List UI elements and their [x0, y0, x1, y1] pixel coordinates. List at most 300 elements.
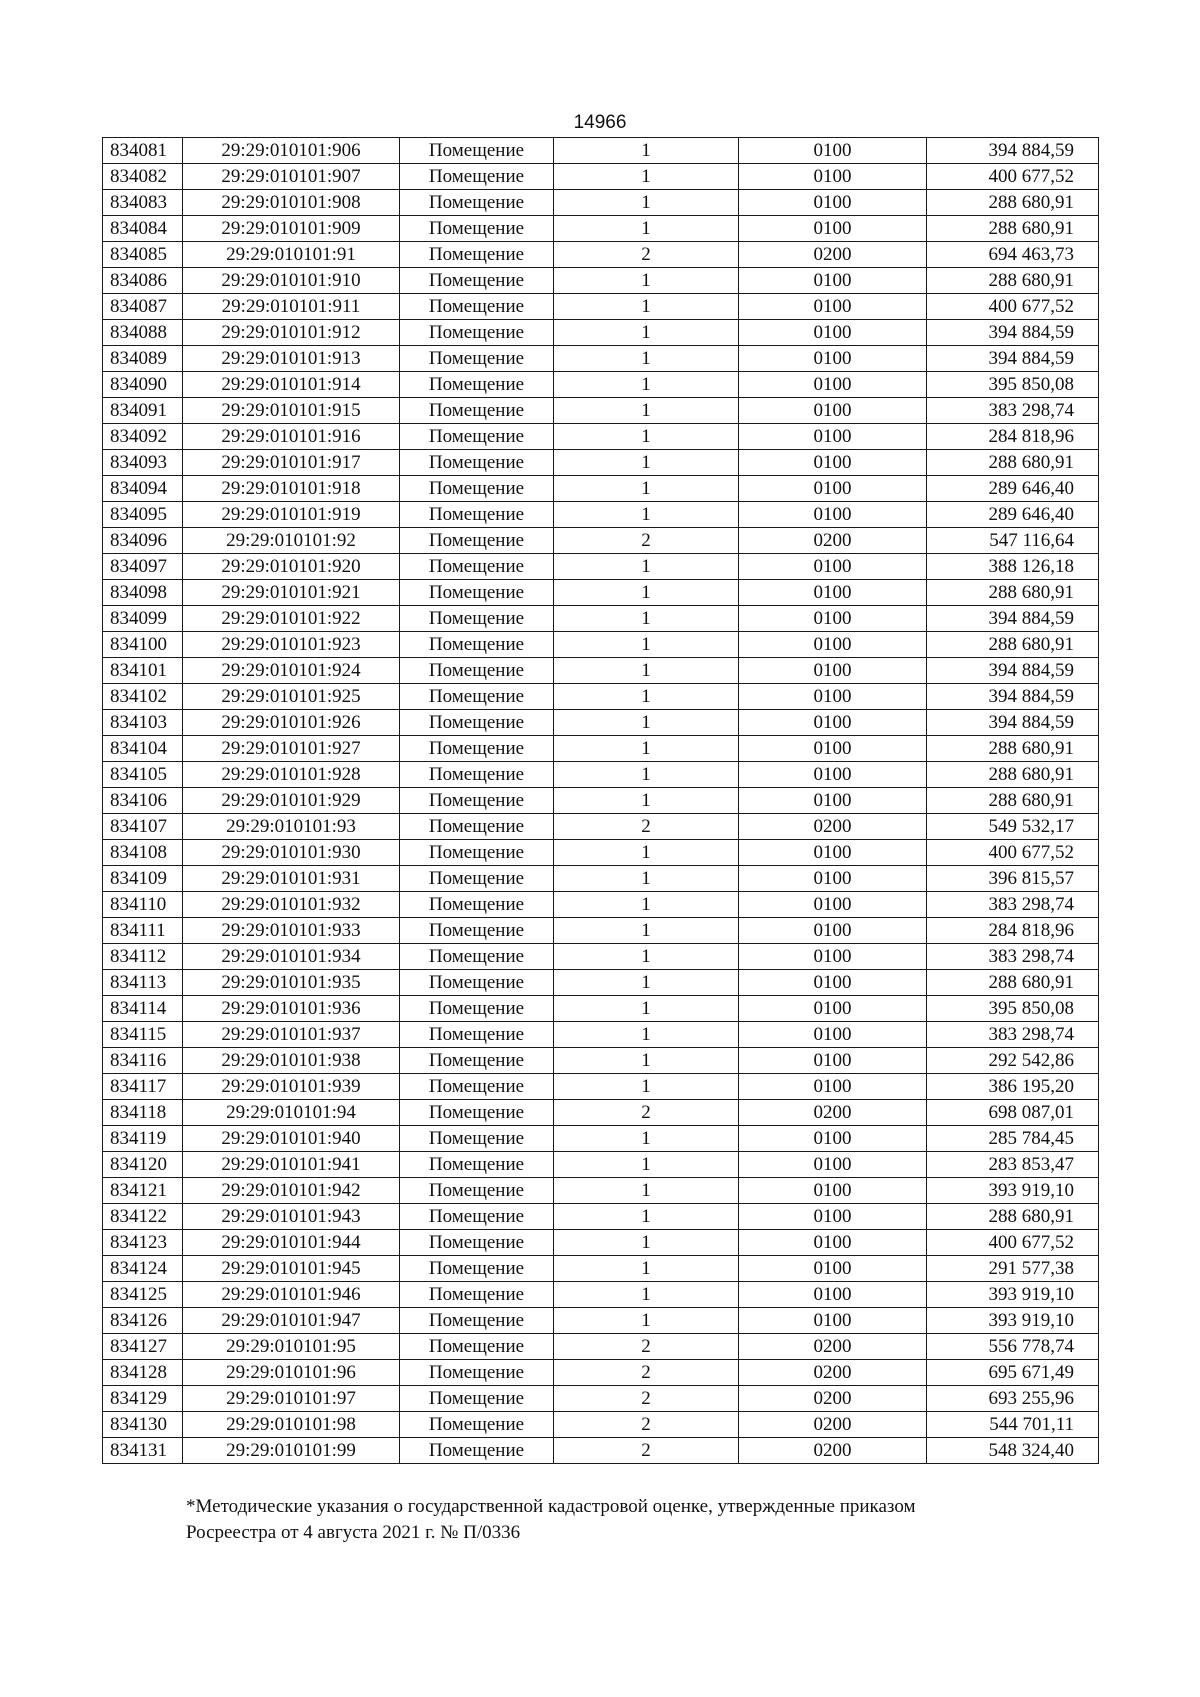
code-cell: 0100 — [739, 216, 927, 242]
code-cell: 0100 — [739, 996, 927, 1022]
code-cell: 0100 — [739, 1152, 927, 1178]
cadastral-value-cell: 284 818,96 — [927, 424, 1099, 450]
code-cell: 0100 — [739, 1048, 927, 1074]
object-type-cell: Помещение — [400, 632, 554, 658]
cadastral-number-cell: 29:29:010101:94 — [183, 1100, 400, 1126]
row-number-cell: 834087 — [103, 294, 183, 320]
table-row — [103, 216, 1099, 242]
cadastral-value-table-wrapper — [102, 137, 1099, 1464]
code-cell: 0100 — [739, 476, 927, 502]
table-row — [103, 1412, 1099, 1438]
cadastral-value-cell: 548 324,40 — [927, 1438, 1099, 1464]
table-row — [103, 1074, 1099, 1100]
cadastral-value-cell: 288 680,91 — [927, 632, 1099, 658]
object-type-cell: Помещение — [400, 1048, 554, 1074]
cadastral-value-cell: 383 298,74 — [927, 892, 1099, 918]
table-row — [103, 1178, 1099, 1204]
cadastral-value-cell: 394 884,59 — [927, 710, 1099, 736]
group-cell: 1 — [554, 892, 739, 918]
row-number-cell: 834111 — [103, 918, 183, 944]
group-cell: 1 — [554, 164, 739, 190]
cadastral-number-cell: 29:29:010101:907 — [183, 164, 400, 190]
cadastral-number-cell: 29:29:010101:925 — [183, 684, 400, 710]
group-cell: 2 — [554, 1100, 739, 1126]
code-cell: 0200 — [739, 1412, 927, 1438]
table-row — [103, 1282, 1099, 1308]
code-cell: 0200 — [739, 814, 927, 840]
cadastral-value-cell: 388 126,18 — [927, 554, 1099, 580]
cadastral-number-cell: 29:29:010101:934 — [183, 944, 400, 970]
code-cell: 0100 — [739, 1204, 927, 1230]
code-cell: 0100 — [739, 736, 927, 762]
cadastral-value-cell: 386 195,20 — [927, 1074, 1099, 1100]
cadastral-number-cell: 29:29:010101:908 — [183, 190, 400, 216]
footnote-line-2: Росреестра от 4 августа 2021 г. № П/0336 — [186, 1522, 521, 1543]
code-cell: 0100 — [739, 632, 927, 658]
cadastral-value-cell: 383 298,74 — [927, 944, 1099, 970]
group-cell: 1 — [554, 788, 739, 814]
cadastral-number-cell: 29:29:010101:930 — [183, 840, 400, 866]
row-number-cell: 834104 — [103, 736, 183, 762]
row-number-cell: 834128 — [103, 1360, 183, 1386]
code-cell: 0100 — [739, 840, 927, 866]
table-row — [103, 1256, 1099, 1282]
group-cell: 1 — [554, 424, 739, 450]
cadastral-number-cell: 29:29:010101:93 — [183, 814, 400, 840]
code-cell: 0100 — [739, 268, 927, 294]
cadastral-number-cell: 29:29:010101:919 — [183, 502, 400, 528]
object-type-cell: Помещение — [400, 164, 554, 190]
code-cell: 0100 — [739, 372, 927, 398]
table-row — [103, 1386, 1099, 1412]
object-type-cell: Помещение — [400, 1178, 554, 1204]
group-cell: 1 — [554, 190, 739, 216]
cadastral-value-cell: 288 680,91 — [927, 216, 1099, 242]
group-cell: 1 — [554, 684, 739, 710]
row-number-cell: 834097 — [103, 554, 183, 580]
row-number-cell: 834115 — [103, 1022, 183, 1048]
object-type-cell: Помещение — [400, 502, 554, 528]
table-row — [103, 320, 1099, 346]
cadastral-number-cell: 29:29:010101:938 — [183, 1048, 400, 1074]
code-cell: 0200 — [739, 1334, 927, 1360]
cadastral-number-cell: 29:29:010101:926 — [183, 710, 400, 736]
row-number-cell: 834102 — [103, 684, 183, 710]
group-cell: 1 — [554, 1048, 739, 1074]
code-cell: 0200 — [739, 1438, 927, 1464]
cadastral-number-cell: 29:29:010101:940 — [183, 1126, 400, 1152]
group-cell: 2 — [554, 1386, 739, 1412]
object-type-cell: Помещение — [400, 190, 554, 216]
object-type-cell: Помещение — [400, 216, 554, 242]
group-cell: 1 — [554, 1230, 739, 1256]
code-cell: 0200 — [739, 1386, 927, 1412]
cadastral-number-cell: 29:29:010101:910 — [183, 268, 400, 294]
cadastral-number-cell: 29:29:010101:909 — [183, 216, 400, 242]
object-type-cell: Помещение — [400, 1074, 554, 1100]
group-cell: 1 — [554, 294, 739, 320]
cadastral-number-cell: 29:29:010101:91 — [183, 242, 400, 268]
row-number-cell: 834105 — [103, 762, 183, 788]
cadastral-number-cell: 29:29:010101:906 — [183, 138, 400, 164]
object-type-cell: Помещение — [400, 1100, 554, 1126]
cadastral-number-cell: 29:29:010101:922 — [183, 606, 400, 632]
table-row — [103, 1230, 1099, 1256]
table-row — [103, 346, 1099, 372]
group-cell: 1 — [554, 450, 739, 476]
table-row — [103, 502, 1099, 528]
code-cell: 0100 — [739, 762, 927, 788]
cadastral-number-cell: 29:29:010101:937 — [183, 1022, 400, 1048]
group-cell: 1 — [554, 372, 739, 398]
cadastral-number-cell: 29:29:010101:923 — [183, 632, 400, 658]
cadastral-value-cell: 394 884,59 — [927, 346, 1099, 372]
row-number-cell: 834124 — [103, 1256, 183, 1282]
object-type-cell: Помещение — [400, 1282, 554, 1308]
object-type-cell: Помещение — [400, 1438, 554, 1464]
group-cell: 1 — [554, 554, 739, 580]
code-cell: 0100 — [739, 502, 927, 528]
row-number-cell: 834085 — [103, 242, 183, 268]
code-cell: 0100 — [739, 164, 927, 190]
code-cell: 0100 — [739, 1230, 927, 1256]
table-row — [103, 684, 1099, 710]
table-row — [103, 190, 1099, 216]
object-type-cell: Помещение — [400, 1308, 554, 1334]
cadastral-number-cell: 29:29:010101:97 — [183, 1386, 400, 1412]
row-number-cell: 834090 — [103, 372, 183, 398]
cadastral-number-cell: 29:29:010101:941 — [183, 1152, 400, 1178]
cadastral-number-cell: 29:29:010101:96 — [183, 1360, 400, 1386]
cadastral-value-cell: 288 680,91 — [927, 268, 1099, 294]
cadastral-value-cell: 393 919,10 — [927, 1282, 1099, 1308]
cadastral-number-cell: 29:29:010101:918 — [183, 476, 400, 502]
table-row — [103, 736, 1099, 762]
table-row — [103, 580, 1099, 606]
cadastral-number-cell: 29:29:010101:943 — [183, 1204, 400, 1230]
object-type-cell: Помещение — [400, 996, 554, 1022]
row-number-cell: 834093 — [103, 450, 183, 476]
table-row — [103, 918, 1099, 944]
code-cell: 0100 — [739, 398, 927, 424]
row-number-cell: 834107 — [103, 814, 183, 840]
object-type-cell: Помещение — [400, 1126, 554, 1152]
cadastral-value-cell: 394 884,59 — [927, 684, 1099, 710]
table-row — [103, 528, 1099, 554]
row-number-cell: 834083 — [103, 190, 183, 216]
cadastral-value-cell: 400 677,52 — [927, 840, 1099, 866]
code-cell: 0100 — [739, 710, 927, 736]
code-cell: 0100 — [739, 892, 927, 918]
table-row — [103, 996, 1099, 1022]
object-type-cell: Помещение — [400, 294, 554, 320]
table-row — [103, 1438, 1099, 1464]
object-type-cell: Помещение — [400, 762, 554, 788]
cadastral-value-table — [102, 137, 1099, 1464]
cadastral-value-cell: 396 815,57 — [927, 866, 1099, 892]
row-number-cell: 834091 — [103, 398, 183, 424]
cadastral-value-cell: 288 680,91 — [927, 788, 1099, 814]
row-number-cell: 834100 — [103, 632, 183, 658]
cadastral-value-cell: 393 919,10 — [927, 1308, 1099, 1334]
row-number-cell: 834130 — [103, 1412, 183, 1438]
cadastral-value-cell: 395 850,08 — [927, 372, 1099, 398]
table-row — [103, 268, 1099, 294]
cadastral-value-cell: 694 463,73 — [927, 242, 1099, 268]
table-row — [103, 1048, 1099, 1074]
table-row — [103, 372, 1099, 398]
cadastral-value-cell: 400 677,52 — [927, 294, 1099, 320]
table-row — [103, 242, 1099, 268]
cadastral-value-cell: 698 087,01 — [927, 1100, 1099, 1126]
row-number-cell: 834123 — [103, 1230, 183, 1256]
cadastral-number-cell: 29:29:010101:92 — [183, 528, 400, 554]
code-cell: 0100 — [739, 684, 927, 710]
group-cell: 1 — [554, 1074, 739, 1100]
object-type-cell: Помещение — [400, 450, 554, 476]
row-number-cell: 834113 — [103, 970, 183, 996]
row-number-cell: 834121 — [103, 1178, 183, 1204]
row-number-cell: 834092 — [103, 424, 183, 450]
cadastral-number-cell: 29:29:010101:911 — [183, 294, 400, 320]
group-cell: 1 — [554, 918, 739, 944]
cadastral-number-cell: 29:29:010101:917 — [183, 450, 400, 476]
row-number-cell: 834118 — [103, 1100, 183, 1126]
row-number-cell: 834119 — [103, 1126, 183, 1152]
object-type-cell: Помещение — [400, 1230, 554, 1256]
row-number-cell: 834095 — [103, 502, 183, 528]
group-cell: 1 — [554, 138, 739, 164]
code-cell: 0100 — [739, 788, 927, 814]
cadastral-value-cell: 288 680,91 — [927, 736, 1099, 762]
object-type-cell: Помещение — [400, 320, 554, 346]
code-cell: 0100 — [739, 1282, 927, 1308]
group-cell: 1 — [554, 996, 739, 1022]
group-cell: 1 — [554, 840, 739, 866]
group-cell: 1 — [554, 580, 739, 606]
object-type-cell: Помещение — [400, 424, 554, 450]
table-row — [103, 138, 1099, 164]
object-type-cell: Помещение — [400, 268, 554, 294]
cadastral-number-cell: 29:29:010101:912 — [183, 320, 400, 346]
row-number-cell: 834125 — [103, 1282, 183, 1308]
object-type-cell: Помещение — [400, 1360, 554, 1386]
table-row — [103, 294, 1099, 320]
group-cell: 1 — [554, 632, 739, 658]
object-type-cell: Помещение — [400, 1152, 554, 1178]
cadastral-number-cell: 29:29:010101:927 — [183, 736, 400, 762]
code-cell: 0200 — [739, 1100, 927, 1126]
row-number-cell: 834084 — [103, 216, 183, 242]
group-cell: 1 — [554, 710, 739, 736]
cadastral-number-cell: 29:29:010101:942 — [183, 1178, 400, 1204]
row-number-cell: 834103 — [103, 710, 183, 736]
group-cell: 1 — [554, 1126, 739, 1152]
code-cell: 0100 — [739, 606, 927, 632]
row-number-cell: 834086 — [103, 268, 183, 294]
row-number-cell: 834089 — [103, 346, 183, 372]
code-cell: 0100 — [739, 294, 927, 320]
row-number-cell: 834127 — [103, 1334, 183, 1360]
row-number-cell: 834088 — [103, 320, 183, 346]
page-number: 14966 — [573, 112, 627, 133]
code-cell: 0100 — [739, 580, 927, 606]
code-cell: 0100 — [739, 1022, 927, 1048]
cadastral-value-cell: 291 577,38 — [927, 1256, 1099, 1282]
group-cell: 1 — [554, 268, 739, 294]
cadastral-value-cell: 288 680,91 — [927, 970, 1099, 996]
table-row — [103, 1360, 1099, 1386]
cadastral-number-cell: 29:29:010101:921 — [183, 580, 400, 606]
group-cell: 1 — [554, 1282, 739, 1308]
table-row — [103, 1204, 1099, 1230]
cadastral-number-cell: 29:29:010101:915 — [183, 398, 400, 424]
table-row — [103, 658, 1099, 684]
row-number-cell: 834106 — [103, 788, 183, 814]
cadastral-number-cell: 29:29:010101:947 — [183, 1308, 400, 1334]
cadastral-value-cell: 288 680,91 — [927, 190, 1099, 216]
group-cell: 1 — [554, 398, 739, 424]
cadastral-number-cell: 29:29:010101:95 — [183, 1334, 400, 1360]
group-cell: 2 — [554, 814, 739, 840]
cadastral-value-cell: 292 542,86 — [927, 1048, 1099, 1074]
object-type-cell: Помещение — [400, 970, 554, 996]
code-cell: 0100 — [739, 1308, 927, 1334]
cadastral-value-cell: 549 532,17 — [927, 814, 1099, 840]
row-number-cell: 834108 — [103, 840, 183, 866]
object-type-cell: Помещение — [400, 658, 554, 684]
table-row — [103, 788, 1099, 814]
code-cell: 0100 — [739, 1126, 927, 1152]
cadastral-value-cell: 394 884,59 — [927, 606, 1099, 632]
object-type-cell: Помещение — [400, 138, 554, 164]
row-number-cell: 834082 — [103, 164, 183, 190]
cadastral-number-cell: 29:29:010101:946 — [183, 1282, 400, 1308]
row-number-cell: 834117 — [103, 1074, 183, 1100]
table-row — [103, 1126, 1099, 1152]
object-type-cell: Помещение — [400, 918, 554, 944]
row-number-cell: 834129 — [103, 1386, 183, 1412]
code-cell: 0100 — [739, 320, 927, 346]
group-cell: 1 — [554, 346, 739, 372]
object-type-cell: Помещение — [400, 788, 554, 814]
group-cell: 2 — [554, 1360, 739, 1386]
object-type-cell: Помещение — [400, 346, 554, 372]
footnote-line-1: *Методические указания о государственной кадастровой оценке, утвержденные приказом — [186, 1496, 916, 1517]
cadastral-value-cell: 547 116,64 — [927, 528, 1099, 554]
cadastral-number-cell: 29:29:010101:913 — [183, 346, 400, 372]
cadastral-value-cell: 284 818,96 — [927, 918, 1099, 944]
cadastral-value-cell: 394 884,59 — [927, 658, 1099, 684]
table-row — [103, 944, 1099, 970]
group-cell: 1 — [554, 970, 739, 996]
cadastral-number-cell: 29:29:010101:933 — [183, 918, 400, 944]
table-row — [103, 1308, 1099, 1334]
cadastral-number-cell: 29:29:010101:935 — [183, 970, 400, 996]
object-type-cell: Помещение — [400, 1256, 554, 1282]
group-cell: 1 — [554, 476, 739, 502]
table-row — [103, 710, 1099, 736]
object-type-cell: Помещение — [400, 372, 554, 398]
group-cell: 1 — [554, 1178, 739, 1204]
cadastral-value-cell: 283 853,47 — [927, 1152, 1099, 1178]
table-row — [103, 1100, 1099, 1126]
footnote — [186, 1494, 1086, 1546]
table-row — [103, 1022, 1099, 1048]
group-cell: 1 — [554, 658, 739, 684]
code-cell: 0200 — [739, 1360, 927, 1386]
cadastral-number-cell: 29:29:010101:916 — [183, 424, 400, 450]
table-row — [103, 164, 1099, 190]
cadastral-value-cell: 285 784,45 — [927, 1126, 1099, 1152]
cadastral-value-cell: 383 298,74 — [927, 1022, 1099, 1048]
object-type-cell: Помещение — [400, 866, 554, 892]
row-number-cell: 834109 — [103, 866, 183, 892]
code-cell: 0100 — [739, 424, 927, 450]
group-cell: 1 — [554, 1152, 739, 1178]
table-row — [103, 424, 1099, 450]
table-row — [103, 606, 1099, 632]
object-type-cell: Помещение — [400, 736, 554, 762]
table-row — [103, 632, 1099, 658]
group-cell: 1 — [554, 944, 739, 970]
object-type-cell: Помещение — [400, 476, 554, 502]
object-type-cell: Помещение — [400, 554, 554, 580]
cadastral-value-cell: 288 680,91 — [927, 580, 1099, 606]
cadastral-value-cell: 394 884,59 — [927, 138, 1099, 164]
row-number-cell: 834110 — [103, 892, 183, 918]
group-cell: 1 — [554, 866, 739, 892]
group-cell: 1 — [554, 1308, 739, 1334]
object-type-cell: Помещение — [400, 580, 554, 606]
table-body — [103, 138, 1099, 1464]
row-number-cell: 834114 — [103, 996, 183, 1022]
cadastral-number-cell: 29:29:010101:98 — [183, 1412, 400, 1438]
object-type-cell: Помещение — [400, 710, 554, 736]
code-cell: 0100 — [739, 190, 927, 216]
row-number-cell: 834122 — [103, 1204, 183, 1230]
table-row — [103, 970, 1099, 996]
row-number-cell: 834096 — [103, 528, 183, 554]
row-number-cell: 834120 — [103, 1152, 183, 1178]
object-type-cell: Помещение — [400, 944, 554, 970]
row-number-cell: 834131 — [103, 1438, 183, 1464]
row-number-cell: 834101 — [103, 658, 183, 684]
object-type-cell: Помещение — [400, 684, 554, 710]
code-cell: 0100 — [739, 944, 927, 970]
group-cell: 2 — [554, 1334, 739, 1360]
object-type-cell: Помещение — [400, 840, 554, 866]
group-cell: 1 — [554, 762, 739, 788]
object-type-cell: Помещение — [400, 1204, 554, 1230]
row-number-cell: 834099 — [103, 606, 183, 632]
group-cell: 2 — [554, 528, 739, 554]
code-cell: 0100 — [739, 1256, 927, 1282]
table-row — [103, 450, 1099, 476]
object-type-cell: Помещение — [400, 528, 554, 554]
cadastral-number-cell: 29:29:010101:929 — [183, 788, 400, 814]
object-type-cell: Помещение — [400, 1022, 554, 1048]
group-cell: 1 — [554, 216, 739, 242]
row-number-cell: 834098 — [103, 580, 183, 606]
cadastral-number-cell: 29:29:010101:920 — [183, 554, 400, 580]
group-cell: 2 — [554, 1438, 739, 1464]
object-type-cell: Помещение — [400, 1334, 554, 1360]
code-cell: 0100 — [739, 450, 927, 476]
table-row — [103, 840, 1099, 866]
cadastral-value-cell: 288 680,91 — [927, 1204, 1099, 1230]
cadastral-value-cell: 394 884,59 — [927, 320, 1099, 346]
